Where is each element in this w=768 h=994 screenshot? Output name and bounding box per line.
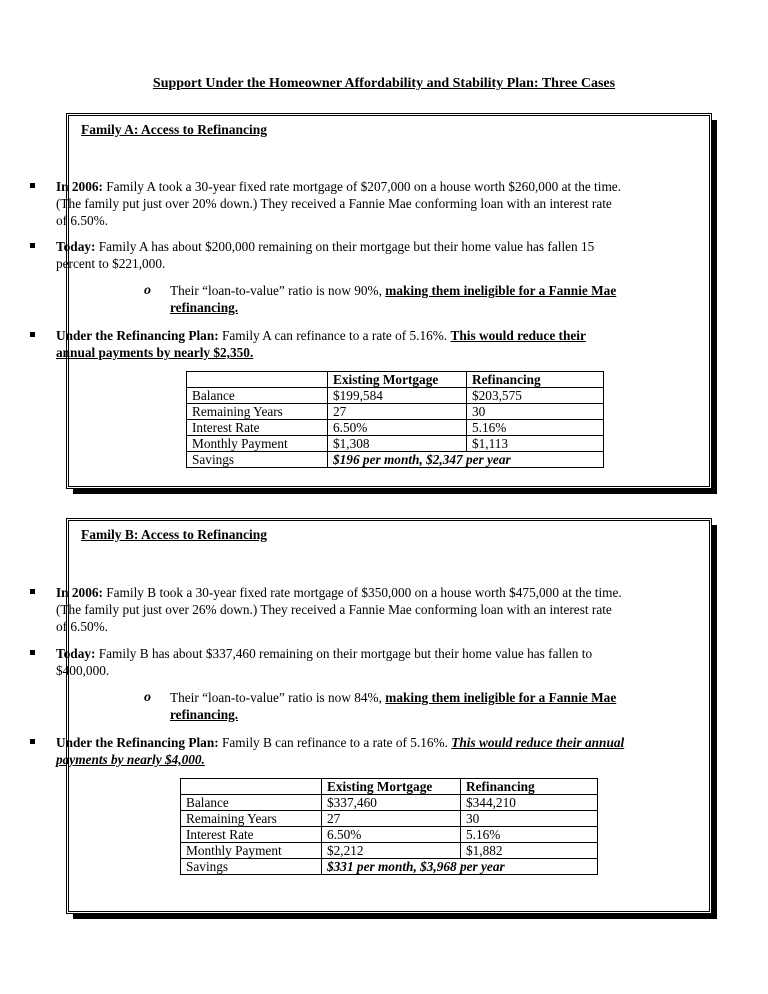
- savings-row: Savings $196 per month, $2,347 per year: [187, 452, 604, 468]
- family-a-table: [186, 371, 604, 468]
- circle-bullet-icon: o: [144, 283, 151, 298]
- table-row: Monthly Payment $1,308 $1,113: [187, 436, 604, 452]
- family-a-bullet-today: Today: Family A has about $200,000 remaining on their mortgage but their home value has fallen 15 percent to $221,000.: [56, 238, 626, 272]
- table-row: Balance $337,460 $344,210: [181, 795, 598, 811]
- family-b-bullet-refi: Under the Refinancing Plan: Family B can refinance to a rate of 5.16%. This would reduce their annual payments by nearly $4,000.: [56, 734, 626, 768]
- table-row: Interest Rate 6.50% 5.16%: [181, 827, 598, 843]
- square-bullet-icon: [30, 650, 35, 655]
- table-header-row: Existing Mortgage Refinancing: [181, 779, 598, 795]
- square-bullet-icon: [30, 243, 35, 248]
- family-b-heading: Family B: Access to Refinancing: [81, 527, 267, 542]
- table-row: Balance $199,584 $203,575: [187, 388, 604, 404]
- family-a-heading: Family A: Access to Refinancing: [81, 122, 267, 137]
- family-b-bullet-2006: In 2006: Family B took a 30-year fixed rate mortgage of $350,000 on a house worth $475,000 at the time. (The family put just over 26% down.) They received a Fannie Mae conforming loan with an interest rate of 6.50%.: [56, 584, 626, 635]
- table-row: Interest Rate 6.50% 5.16%: [187, 420, 604, 436]
- table-header-row: Existing Mortgage Refinancing: [187, 372, 604, 388]
- family-a-bullet-2006: In 2006: Family A took a 30-year fixed rate mortgage of $207,000 on a house worth $260,000 at the time. (The family put just over 20% down.) They received a Fannie Mae conforming loan with an interest rate of 6.50%.: [56, 178, 626, 229]
- family-a-sub-bullet-ltv: o Their “loan-to-value” ratio is now 90%, making them ineligible for a Fannie Mae refinancing.: [144, 283, 617, 315]
- square-bullet-icon: [30, 739, 35, 744]
- table-row: Monthly Payment $2,212 $1,882: [181, 843, 598, 859]
- square-bullet-icon: [30, 332, 35, 337]
- square-bullet-icon: [30, 183, 35, 188]
- table-row: Remaining Years 27 30: [181, 811, 598, 827]
- family-b-bullet-today: Today: Family B has about $337,460 remaining on their mortgage but their home value has fallen to $400,000.: [56, 645, 626, 679]
- square-bullet-icon: [30, 589, 35, 594]
- family-b-sub-bullet-ltv: o Their “loan-to-value” ratio is now 84%, making them ineligible for a Fannie Mae refinancing.: [144, 690, 617, 722]
- table-row: Remaining Years 27 30: [187, 404, 604, 420]
- page-title: Support Under the Homeowner Affordability and Stability Plan: Three Cases: [152, 76, 616, 91]
- family-a-bullet-refi: Under the Refinancing Plan: Family A can refinance to a rate of 5.16%. This would reduce their annual payments by nearly $2,350.: [56, 327, 626, 361]
- savings-row: Savings $331 per month, $3,968 per year: [181, 859, 598, 875]
- circle-bullet-icon: o: [144, 690, 151, 705]
- family-b-table: [180, 778, 598, 875]
